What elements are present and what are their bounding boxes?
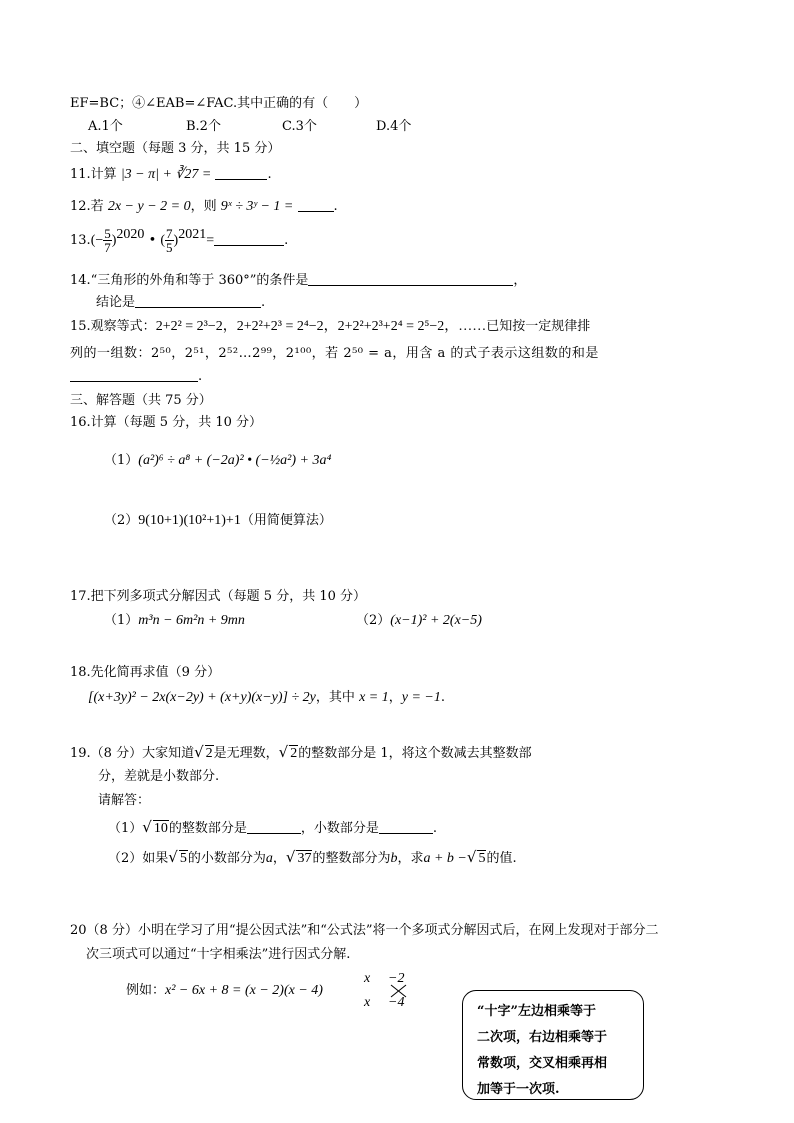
q12-expr: 9ˣ ÷ 3ʸ − 1 = [220,199,294,214]
q18-where: ，其中 [315,690,355,705]
q19-p2-a: 的小数部分为 [187,851,266,866]
q19-p2-end: 的值. [486,851,517,866]
q13-fraction-2: $\frac{7}{5}$ [166,226,173,255]
q15-prefix: 15.观察等式： [70,319,156,334]
q14-line2 [96,294,265,312]
q19-part2: （2）如果√ 5的小数部分为a，√ 37的整数部分为b，求a + b −√ 5的值. [108,848,517,866]
q13-fraction-1: $\frac{5}{7}$ [104,226,111,255]
cross-top-left: x [364,971,371,986]
q19-p2-expr: a + b − [423,851,467,866]
q12 [70,198,338,216]
q13-answer-blank [214,233,284,246]
q19-line1c: 的整数部分是 1，将这个数减去其整数部 [298,746,532,761]
q17-part1 [104,612,245,630]
q11-prefix: 11.计算 [70,167,117,182]
callout-line-4: 加等于一次项. [477,1082,560,1097]
q19-p2-c: ，求 [397,851,424,866]
q13-dot: • [148,233,157,248]
q13-exponent-2: 2021 [178,227,207,242]
q12-mid: ，则 [190,199,217,214]
q13-end: . [284,233,289,248]
q13-equals: = [206,233,215,248]
q19-p1-label: （1） [108,821,143,836]
q16-p2-note: （用简便算法） [240,513,332,528]
cross-bottom-right: −4 [388,995,405,1010]
q12-prefix: 12.若 [70,199,104,214]
q15-end: . [198,369,203,384]
q16-part2 [104,512,332,530]
q19-decimal-blank [379,821,433,834]
q19-p2-b: 的整数部分为 [312,851,391,866]
q19-line3: 请解答： [98,793,151,808]
q19-line2: 分，差就是小数部分. [98,769,220,784]
q15-answer-blank [70,369,198,382]
q20-line2: 次三项式可以通过“十字相乘法”进行因式分解. [86,947,351,962]
q15-tail: 已知按一定规律排 [486,319,591,334]
q19-p2-comma: ， [272,851,286,866]
q11-expr: |3 − π| + ∛27 = [120,167,212,182]
q15-equation-series: 2+2² = 2³−2，2+2²+2³ = 2⁴−2，2+2²+2³+2⁴ = 2⁵−2，…… [155,319,487,334]
q19-sqrt2-b: 2 [290,746,298,761]
q19-sqrt10: 10 [153,821,168,836]
callout-line-2: 二次项，右边相乘等于 [477,1030,608,1045]
q10-option-a: A.1个 [88,119,123,134]
q20-example-expr: x² − 6x + 8 = (x − 2)(x − 4) [165,983,323,998]
q12-end: . [333,199,338,214]
q19-line1: 19.（8 分）大家知道√ 2是无理数，√ 2的整数部分是 1，将这个数减去其整数部 [70,743,532,761]
q18-condition-y: y = −1 [401,690,441,705]
q14-conclusion-label: 结论是 [96,295,136,310]
q14-conclusion-blank [135,295,261,308]
q15-line2: 列的一组数：2⁵⁰，2⁵¹，2⁵²…2⁹⁹，2¹⁰⁰，若 2⁵⁰ = a，用含 a 的式子表示这组数的和是 [70,346,599,361]
q17-title: 17.把下列多项式分解因式（每题 5 分，共 10 分） [70,589,367,604]
q15-line1 [70,318,590,336]
cross-bottom-left: x [364,995,371,1010]
q16-p1-expr: (a²)⁶ ÷ a⁸ + (−2a)² • (−½a²) + 3a⁴ [138,453,332,468]
q18-condition-x: x = 1 [359,690,389,705]
q19-sqrt37: 37 [297,851,312,866]
cross-top-right: −2 [388,971,405,986]
q17-part2 [356,612,482,630]
q13-exponent-1: 2020 [116,227,145,242]
q18-expr: [(x+3y)² − 2x(x−2y) + (x+y)(x−y)] ÷ 2y [88,690,316,705]
q11-answer-blank [215,167,267,180]
q16-part1 [104,452,331,470]
q17-p2-label: （2） [356,613,391,628]
q14-condition-blank [308,273,513,286]
cross-method-callout [462,990,644,1100]
q19-var-b: b [390,851,398,866]
section3-title: 三、解答题（共 75 分） [70,393,212,408]
callout-line-3: 常数项，交叉相乘再相 [477,1056,608,1071]
q19-p2-label: （2）如果 [108,851,169,866]
q19-var-a: a [265,851,273,866]
q16-p2-label: （2） [104,513,139,528]
cross-lines [390,984,408,998]
q19-line1a: 19.（8 分）大家知道 [70,746,195,761]
q19-sqrt5-a: 5 [179,851,187,866]
q16-p2-expr: 9(10+1)(10²+1)+1 [138,513,241,528]
q14-comma: ， [513,273,527,288]
q12-condition: 2x − y − 2 = 0 [107,199,191,214]
q19-part1: （1）√ 10的整数部分是 ，小数部分是 . [108,818,438,836]
q14-condition-label: 14.“三角形的外角和等于 360°”的条件是 [70,273,309,288]
section2-title: 二、填空题（每题 3 分，共 15 分） [70,141,281,156]
q10-option-d: D.4个 [376,119,412,134]
q20-example-label: 例如： [126,983,166,998]
q17-p1-expr: m³n − 6m²n + 9mn [138,613,245,628]
q17-p1-label: （1） [104,613,139,628]
q13: 13.(− $\frac{5}{7}$ )$^{2020}$ • ( $\frac{7}{5}$ )$^{2021}$= . [70,226,289,255]
callout-line-1: “十字”左边相乘等于 [477,1004,596,1019]
q17-p2-expr: (x−1)² + 2(x−5) [390,613,482,628]
q14-line1 [70,272,526,290]
q12-answer-blank [298,199,334,212]
q19-p1-a: 的整数部分是 [168,821,247,836]
q14-end: . [261,295,266,310]
q16-title: 16.计算（每题 5 分，共 10 分） [70,415,263,430]
q20-example [126,982,323,1000]
q10-tail: EF=BC；④∠EAB=∠FAC.其中正确的有（ ） [70,96,368,111]
q18-expression-line: [(x+3y)² − 2x(x−2y) + (x+y)(x−y)] ÷ 2y，其中 x = 1，y = −1. [88,690,445,705]
q10-option-c: C.3个 [282,119,317,134]
q13-prefix: 13. [70,233,91,248]
q19-sqrt5-b: 5 [478,851,486,866]
q15-line3 [70,368,202,386]
q16-p1-label: （1） [104,453,139,468]
q19-integer-blank [247,821,301,834]
q19-p1-end: . [432,821,438,836]
q19-line1b: 是无理数， [213,746,279,761]
q19-p1-b: ，小数部分是 [300,821,379,836]
q10-option-b: B.2个 [186,119,221,134]
q19-sqrt2-a: 2 [205,746,213,761]
q18-title: 18.先化简再求值（9 分） [70,665,221,680]
q11-end: . [267,167,272,182]
q20-line1: 20（8 分）小明在学习了用“提公因式法”和“公式法”将一个多项式分解因式后，在网上发现对于部分二 [70,923,659,938]
q11 [70,166,272,184]
